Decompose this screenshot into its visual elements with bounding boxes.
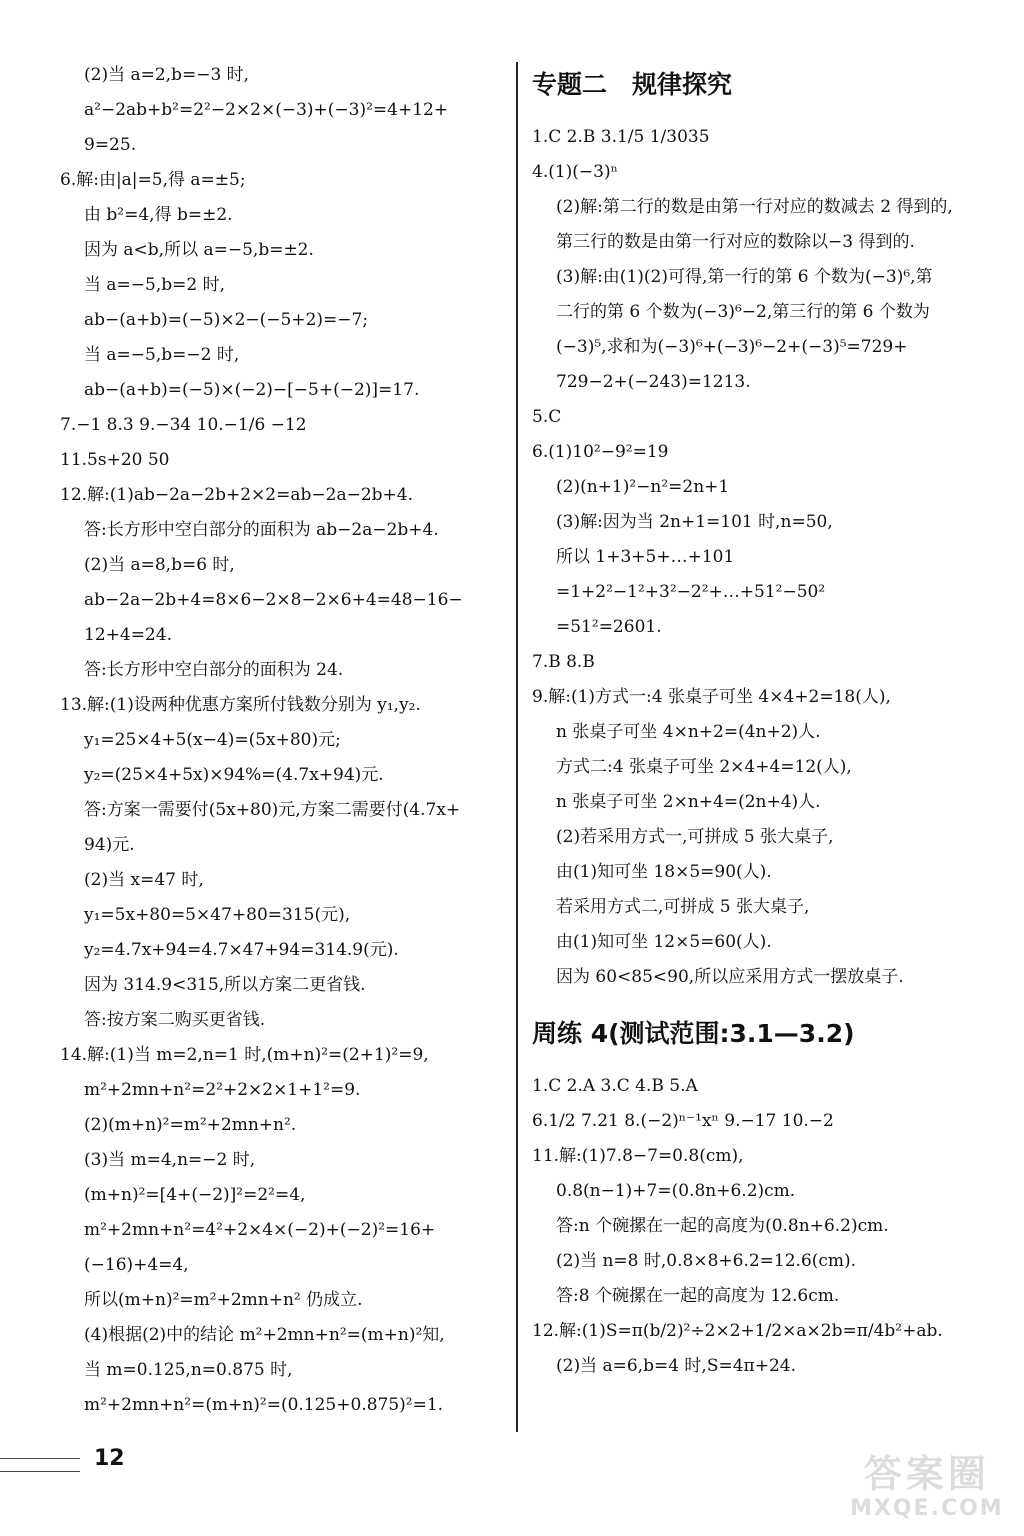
answer-line: 当 m=0.125,n=0.875 时,: [84, 1360, 293, 1380]
answer-line: 答:长方形中空白部分的面积为 24.: [84, 660, 344, 680]
answer-line: 答:方案一需要付(5x+80)元,方案二需要付(4.7x+: [84, 800, 461, 820]
answer-line: 729−2+(−243)=1213.: [556, 372, 751, 392]
answer-line: (−3)⁵,求和为(−3)⁶+(−3)⁶−2+(−3)⁵=729+: [556, 337, 908, 357]
answer-line: 6.1/2 7.21 8.(−2)ⁿ⁻¹xⁿ 9.−17 10.−2: [532, 1111, 834, 1131]
answer-line: 因为 314.9<315,所以方案二更省钱.: [84, 975, 366, 995]
answer-line: (2)当 a=2,b=−3 时,: [84, 65, 250, 85]
watermark-logo: [850, 1452, 1004, 1522]
answer-line: 9=25.: [84, 135, 137, 155]
answer-line: 由 b²=4,得 b=±2.: [84, 205, 233, 225]
answer-line: 1.C 2.B 3.1/5 1/3035: [532, 127, 710, 147]
answer-line: ab−2a−2b+4=8×6−2×8−2×6+4=48−16−: [84, 590, 463, 610]
answer-line: 12.解:(1)ab−2a−2b+2×2=ab−2a−2b+4.: [60, 485, 413, 505]
answer-line: (2)若采用方式一,可拼成 5 张大桌子,: [556, 827, 834, 847]
answer-line: 9.解:(1)方式一:4 张桌子可坐 4×4+2=18(人),: [532, 687, 891, 707]
left-column: [60, 58, 500, 1423]
answer-line: (2)当 n=8 时,0.8×8+6.2=12.6(cm).: [556, 1251, 857, 1271]
answer-line: (2)当 a=6,b=4 时,S=4π+24.: [556, 1356, 796, 1376]
weekly-practice-answers: [532, 1069, 972, 1384]
right-column: [532, 58, 972, 1384]
answer-line: y₂=4.7x+94=4.7×47+94=314.9(元).: [84, 940, 399, 960]
answer-line: ab−(a+b)=(−5)×(−2)−[−5+(−2)]=17.: [84, 380, 420, 400]
answer-line: m²+2mn+n²=(m+n)²=(0.125+0.875)²=1.: [84, 1395, 444, 1415]
answer-line: (2)(n+1)²−n²=2n+1: [556, 477, 730, 497]
answer-line: 第三行的数是由第一行对应的数除以−3 得到的.: [556, 232, 915, 252]
answer-line: n 张桌子可坐 2×n+4=(2n+4)人.: [556, 792, 821, 812]
answer-line: 11.5s+20 50: [60, 450, 170, 470]
answer-line: 二行的第 6 个数为(−3)⁶−2,第三行的第 6 个数为: [556, 302, 930, 322]
answer-line: 答:n 个碗摞在一起的高度为(0.8n+6.2)cm.: [556, 1216, 889, 1236]
pattern-exploration-answers: [532, 120, 972, 995]
answer-line: =51²=2601.: [556, 617, 662, 637]
answer-line: 答:按方案二购买更省钱.: [84, 1010, 266, 1030]
section-heading-weekly-practice-4: 周练 4(测试范围:3.1—3.2): [532, 1019, 855, 1048]
answer-line: 94)元.: [84, 835, 135, 855]
answer-line: (−16)+4=4,: [84, 1255, 189, 1275]
answer-line: (2)当 a=8,b=6 时,: [84, 555, 235, 575]
answer-line: y₂=(25×4+5x)×94%=(4.7x+94)元.: [84, 765, 384, 785]
answer-line: 当 a=−5,b=−2 时,: [84, 345, 240, 365]
answer-line: 答:长方形中空白部分的面积为 ab−2a−2b+4.: [84, 520, 439, 540]
answer-line: 因为 a<b,所以 a=−5,b=±2.: [84, 240, 314, 260]
answer-line: 12+4=24.: [84, 625, 172, 645]
answer-line: 7.B 8.B: [532, 652, 595, 672]
answer-line: m²+2mn+n²=4²+2×4×(−2)+(−2)²=16+: [84, 1220, 436, 1240]
answer-line: y₁=5x+80=5×47+80=315(元),: [84, 905, 351, 925]
answer-line: (3)解:由(1)(2)可得,第一行的第 6 个数为(−3)⁶,第: [556, 267, 933, 287]
answer-line: 0.8(n−1)+7=(0.8n+6.2)cm.: [556, 1181, 796, 1201]
answer-line: n 张桌子可坐 4×n+2=(4n+2)人.: [556, 722, 821, 742]
answer-line: 13.解:(1)设两种优惠方案所付钱数分别为 y₁,y₂.: [60, 695, 421, 715]
answer-line: y₁=25×4+5(x−4)=(5x+80)元;: [84, 730, 341, 750]
answer-line: =1+2²−1²+3²−2²+…+51²−50²: [556, 582, 826, 602]
answer-line: 14.解:(1)当 m=2,n=1 时,(m+n)²=(2+1)²=9,: [60, 1045, 429, 1065]
answer-line: 4.(1)(−3)ⁿ: [532, 162, 618, 182]
answer-line: ab−(a+b)=(−5)×2−(−5+2)=−7;: [84, 310, 369, 330]
answer-line: 6.解:由|a|=5,得 a=±5;: [60, 170, 246, 190]
column-divider: [516, 62, 518, 1432]
answer-line: (3)解:因为当 2n+1=101 时,n=50,: [556, 512, 833, 532]
answer-line: (m+n)²=[4+(−2)]²=2²=4,: [84, 1185, 306, 1205]
answer-line: 12.解:(1)S=π(b/2)²÷2×2+1/2×a×2b=π/4b²+ab.: [532, 1321, 943, 1341]
watermark-bottom: MXQE.COM: [850, 1496, 1004, 1521]
answer-line: m²+2mn+n²=2²+2×2×1+1²=9.: [84, 1080, 361, 1100]
answer-line: 由(1)知可坐 18×5=90(人).: [556, 862, 772, 882]
watermark-top: 答案圈: [863, 1452, 990, 1496]
answer-line: 7.−1 8.3 9.−34 10.−1/6 −12: [60, 415, 307, 435]
answer-line: (2)当 x=47 时,: [84, 870, 204, 890]
footer-rule: [0, 1458, 80, 1472]
answer-line: (2)(m+n)²=m²+2mn+n².: [84, 1115, 297, 1135]
answer-line: 所以 1+3+5+…+101: [556, 547, 735, 567]
answer-line: 若采用方式二,可拼成 5 张大桌子,: [556, 897, 810, 917]
answer-line: 方式二:4 张桌子可坐 2×4+4=12(人),: [556, 757, 852, 777]
section-heading-pattern-exploration: 专题二 规律探究: [532, 70, 733, 99]
answer-line: 5.C: [532, 407, 562, 427]
answer-line: 因为 60<85<90,所以应采用方式一摆放桌子.: [556, 967, 904, 987]
answer-line: (2)解:第二行的数是由第一行对应的数减去 2 得到的,: [556, 197, 953, 217]
answer-line: (3)当 m=4,n=−2 时,: [84, 1150, 256, 1170]
answer-line: 当 a=−5,b=2 时,: [84, 275, 225, 295]
answer-line: 由(1)知可坐 12×5=60(人).: [556, 932, 772, 952]
answer-line: 6.(1)10²−9²=19: [532, 442, 669, 462]
answer-line: (4)根据(2)中的结论 m²+2mn+n²=(m+n)²知,: [84, 1325, 445, 1345]
page-number: 12: [94, 1446, 125, 1471]
answer-line: 11.解:(1)7.8−7=0.8(cm),: [532, 1146, 744, 1166]
answer-line: 1.C 2.A 3.C 4.B 5.A: [532, 1076, 698, 1096]
answer-line: 所以(m+n)²=m²+2mn+n² 仍成立.: [84, 1290, 363, 1310]
answer-line: a²−2ab+b²=2²−2×2×(−3)+(−3)²=4+12+: [84, 100, 449, 120]
answer-line: 答:8 个碗摞在一起的高度为 12.6cm.: [556, 1286, 840, 1306]
